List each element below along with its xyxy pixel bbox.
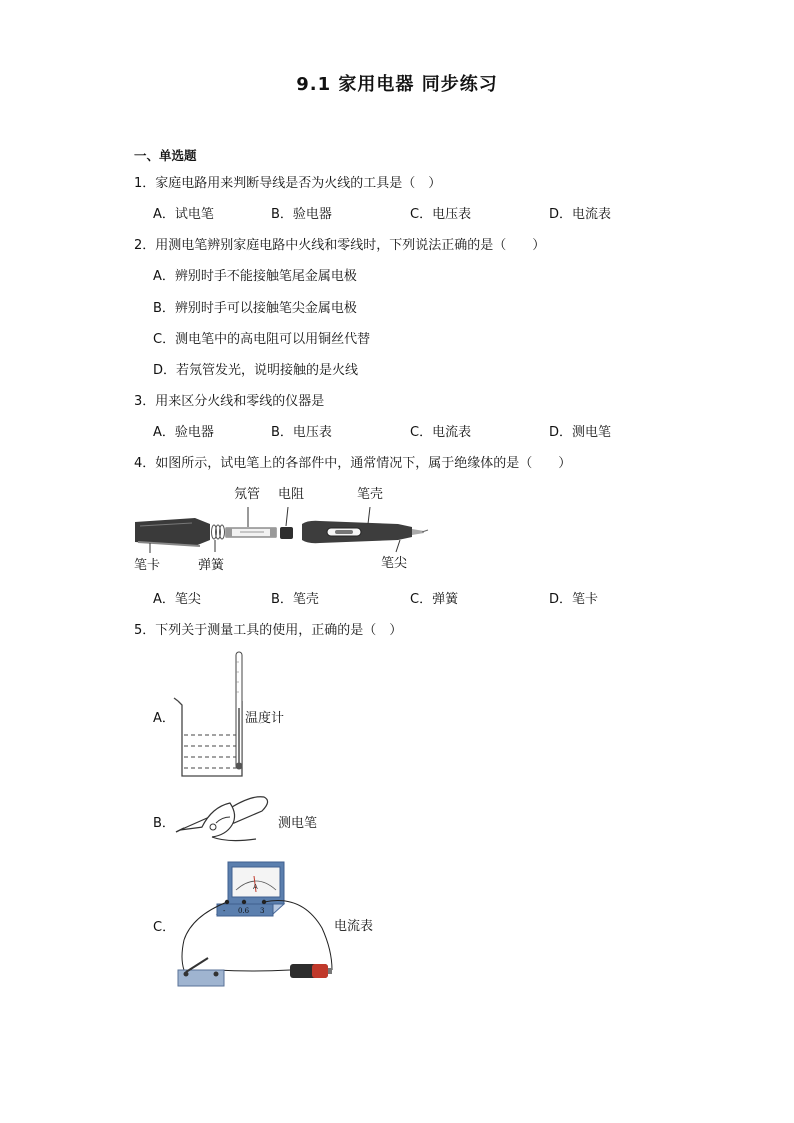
question-5: 5．下列关于测量工具的使用，正确的是（ ）	[134, 623, 403, 638]
q2-option-d[interactable]: D．若氖管发光，说明接触的是火线	[153, 363, 359, 378]
q1-option-b[interactable]: B．验电器	[271, 207, 332, 222]
q5-option-a[interactable]: A．	[153, 711, 175, 726]
label-neon-tube: 氖管	[234, 487, 261, 502]
ammeter-terminal-neg: -	[223, 907, 226, 915]
q3-option-d[interactable]: D．测电笔	[549, 425, 612, 440]
label-pen-clip: 笔卡	[134, 558, 161, 573]
q4-option-b[interactable]: B．笔壳	[271, 592, 319, 607]
spring-shape	[212, 525, 225, 539]
page-title: 9.1 家用电器 同步练习	[296, 74, 498, 95]
question-4: 4．如图所示，试电笔上的各部件中，通常情况下，属于绝缘体的是（ ）	[134, 456, 572, 471]
caption-test-pen: 测电笔	[278, 816, 318, 831]
label-spring: 弹簧	[198, 558, 225, 573]
test-pen-diagram	[130, 480, 430, 575]
q5-option-b[interactable]: B．	[153, 816, 175, 831]
q3-option-c[interactable]: C．电流表	[410, 425, 472, 440]
resistor-shape	[280, 527, 293, 539]
hand-test-pen-figure	[172, 783, 277, 845]
question-2: 2．用测电笔辨别家庭电路中火线和零线时，下列说法正确的是（ ）	[134, 238, 546, 253]
neon-tube-shape	[226, 528, 276, 537]
q4-option-d[interactable]: D．笔卡	[549, 592, 599, 607]
q2-option-b[interactable]: B．辨别时手可以接触笔尖金属电极	[153, 301, 357, 316]
q4-option-c[interactable]: C．弹簧	[410, 592, 459, 607]
q4-option-a[interactable]: A．笔尖	[153, 592, 201, 607]
ammeter-symbol: A	[253, 883, 258, 891]
beaker-thermometer-figure	[170, 648, 250, 783]
label-pen-tip: 笔尖	[381, 556, 408, 571]
caption-ammeter: 电流表	[334, 919, 374, 934]
ammeter-terminal-0-6: 0.6	[238, 907, 250, 915]
q5-option-c[interactable]: C．	[153, 920, 176, 935]
q1-option-c[interactable]: C．电压表	[410, 207, 472, 222]
q1-option-d[interactable]: D．电流表	[549, 207, 612, 222]
question-3: 3．用来区分火线和零线的仪器是	[134, 394, 325, 409]
ammeter-circuit-figure	[172, 858, 342, 990]
q2-option-c[interactable]: C．测电笔中的高电阻可以用铜丝代替	[153, 332, 371, 347]
label-resistor: 电阻	[278, 487, 305, 502]
q3-option-a[interactable]: A．验电器	[153, 425, 214, 440]
section-heading: 一、单选题	[134, 148, 197, 163]
q3-option-b[interactable]: B．电压表	[271, 425, 332, 440]
label-pen-shell: 笔壳	[357, 487, 384, 502]
q2-option-a[interactable]: A．辨别时手不能接触笔尾金属电极	[153, 269, 357, 284]
question-1: 1．家庭电路用来判断导线是否为火线的工具是（ ）	[134, 176, 442, 191]
caption-thermometer: 温度计	[245, 711, 285, 726]
q1-option-a[interactable]: A．试电笔	[153, 207, 214, 222]
ammeter-terminal-3: 3	[260, 907, 265, 915]
